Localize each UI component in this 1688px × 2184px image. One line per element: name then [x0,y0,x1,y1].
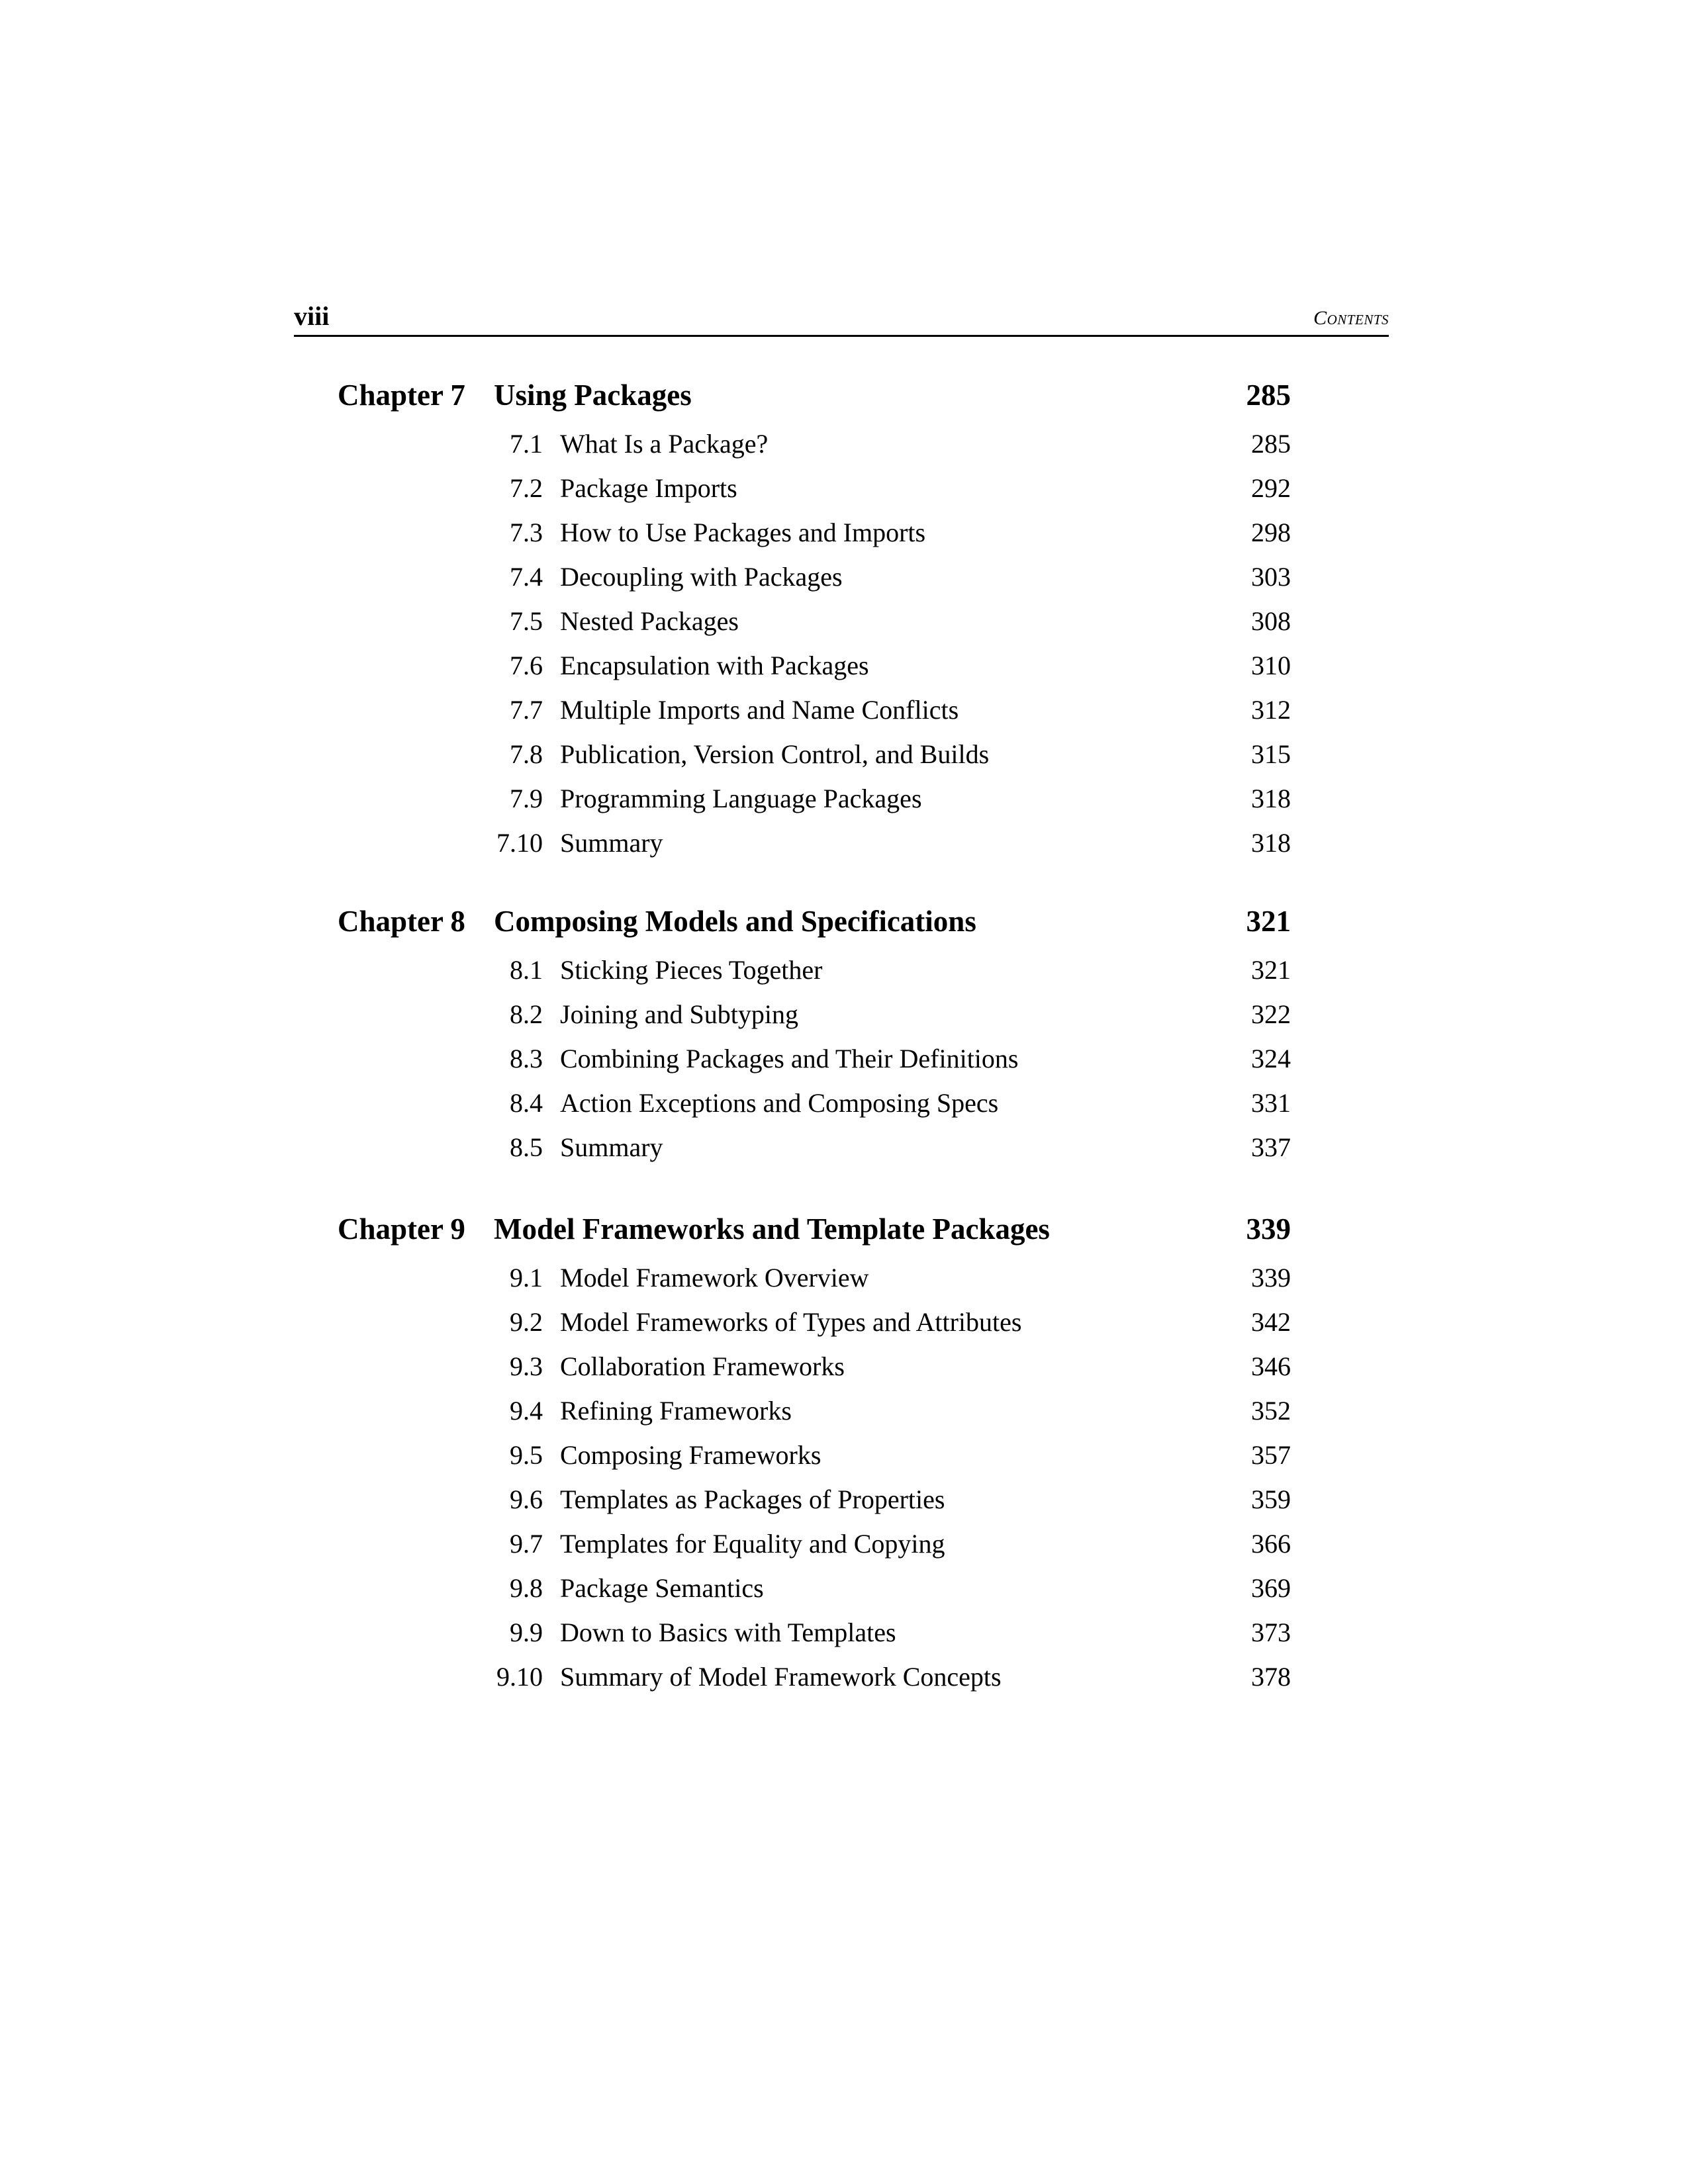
toc-entry[interactable] [0,992,1688,1036]
section-title: Refining Frameworks [560,1396,792,1426]
section-number: 7.9 [510,784,543,813]
section-number: 9.3 [510,1351,543,1381]
toc-entry[interactable] [0,776,1688,821]
section-page: 285 [1251,429,1291,459]
section-number: 7.2 [510,473,543,503]
section-number: 8.3 [510,1044,543,1073]
toc-entry[interactable] [0,1081,1688,1125]
section-page: 366 [1251,1529,1291,1559]
section-title: Nested Packages [560,606,739,636]
toc-entry[interactable] [0,948,1688,992]
section-page: 352 [1251,1396,1291,1426]
chapter-page: 339 [1246,1212,1291,1246]
section-number: 7.4 [510,562,543,592]
section-page: 339 [1251,1263,1291,1293]
section-page: 337 [1251,1132,1291,1162]
section-number: 9.4 [510,1396,543,1426]
section-number: 7.6 [510,651,543,680]
section-page: 312 [1251,695,1291,725]
section-title: Templates for Equality and Copying [560,1529,945,1559]
section-page: 298 [1251,518,1291,547]
chapter-title: Composing Models and Specifications [494,905,976,938]
section-title: Sticking Pieces Together [560,955,823,985]
section-number: 8.5 [510,1132,543,1162]
chapter-8 [0,895,1688,1169]
section-title: Summary of Model Framework Concepts [560,1662,1002,1692]
section-title: Model Frameworks of Types and Attributes [560,1307,1022,1337]
section-title: Collaboration Frameworks [560,1351,845,1381]
section-title: Decoupling with Packages [560,562,843,592]
section-title: Combining Packages and Their Definitions [560,1044,1019,1073]
section-number: 7.5 [510,606,543,636]
section-page: 322 [1251,999,1291,1029]
toc-entry[interactable] [0,510,1688,555]
section-number: 7.8 [510,739,543,769]
toc-entry[interactable] [0,1300,1688,1344]
section-page: 373 [1251,1617,1291,1647]
section-page: 359 [1251,1484,1291,1514]
section-number: 9.2 [510,1307,543,1337]
chapter-heading[interactable] [0,369,1688,422]
section-number: 9.1 [510,1263,543,1293]
section-page: 310 [1251,651,1291,680]
section-page: 303 [1251,562,1291,592]
section-page: 378 [1251,1662,1291,1692]
section-number: 9.7 [510,1529,543,1559]
chapter-page: 285 [1246,379,1291,412]
section-number: 9.5 [510,1440,543,1470]
toc-entry[interactable] [0,1036,1688,1081]
running-header-title: Contents [1313,307,1389,329]
section-page: 292 [1251,473,1291,503]
section-number: 7.10 [496,828,543,858]
toc-entry[interactable] [0,1125,1688,1169]
chapter-label: Chapter 8 [338,905,465,938]
toc-entry[interactable] [0,599,1688,643]
section-number: 9.6 [510,1484,543,1514]
toc-entry[interactable] [0,422,1688,466]
section-title: What Is a Package? [560,429,769,459]
section-page: 321 [1251,955,1291,985]
chapter-9 [0,1203,1688,1699]
section-number: 8.4 [510,1088,543,1118]
section-number: 7.1 [510,429,543,459]
toc-entry[interactable] [0,821,1688,865]
section-page: 357 [1251,1440,1291,1470]
section-page: 318 [1251,828,1291,858]
chapter-7 [0,369,1688,865]
section-page: 331 [1251,1088,1291,1118]
toc-entry[interactable] [0,555,1688,599]
chapter-title: Using Packages [494,379,692,412]
section-page: 315 [1251,739,1291,769]
section-number: 9.9 [510,1617,543,1647]
section-title: Multiple Imports and Name Conflicts [560,695,959,725]
toc-entry[interactable] [0,643,1688,688]
section-title: How to Use Packages and Imports [560,518,926,547]
section-title: Composing Frameworks [560,1440,821,1470]
chapter-label: Chapter 9 [338,1212,465,1246]
section-page: 346 [1251,1351,1291,1381]
section-page: 308 [1251,606,1291,636]
section-title: Programming Language Packages [560,784,922,813]
toc-entry[interactable] [0,1344,1688,1388]
toc-entry[interactable] [0,688,1688,732]
section-page: 369 [1251,1573,1291,1603]
section-title: Summary [560,828,663,858]
section-number: 8.2 [510,999,543,1029]
section-page: 318 [1251,784,1291,813]
chapter-heading[interactable] [0,895,1688,948]
running-header [294,296,1389,337]
section-number: 9.10 [496,1662,543,1692]
toc-entry[interactable] [0,1255,1688,1300]
section-title: Publication, Version Control, and Builds [560,739,990,769]
toc-entry[interactable] [0,732,1688,776]
toc-entry[interactable] [0,1522,1688,1566]
section-number: 7.3 [510,518,543,547]
section-title: Package Imports [560,473,737,503]
section-number: 9.8 [510,1573,543,1603]
section-title: Templates as Packages of Properties [560,1484,945,1514]
section-number: 8.1 [510,955,543,985]
chapter-title: Model Frameworks and Template Packages [494,1212,1050,1246]
section-number: 7.7 [510,695,543,725]
chapter-heading[interactable] [0,1203,1688,1255]
chapter-label: Chapter 7 [338,379,465,412]
section-title: Model Framework Overview [560,1263,869,1293]
section-title: Summary [560,1132,663,1162]
section-title: Package Semantics [560,1573,764,1603]
page-number: viii [294,301,330,331]
toc-entry[interactable] [0,466,1688,510]
section-page: 324 [1251,1044,1291,1073]
section-title: Joining and Subtyping [560,999,799,1029]
toc-entry[interactable] [0,1388,1688,1433]
section-title: Encapsulation with Packages [560,651,869,680]
toc-entry[interactable] [0,1477,1688,1522]
section-title: Action Exceptions and Composing Specs [560,1088,999,1118]
toc-entry[interactable] [0,1655,1688,1699]
toc-entry[interactable] [0,1610,1688,1655]
section-title: Down to Basics with Templates [560,1617,896,1647]
toc-entry[interactable] [0,1566,1688,1610]
chapter-page: 321 [1246,905,1291,938]
section-page: 342 [1251,1307,1291,1337]
toc-entry[interactable] [0,1433,1688,1477]
